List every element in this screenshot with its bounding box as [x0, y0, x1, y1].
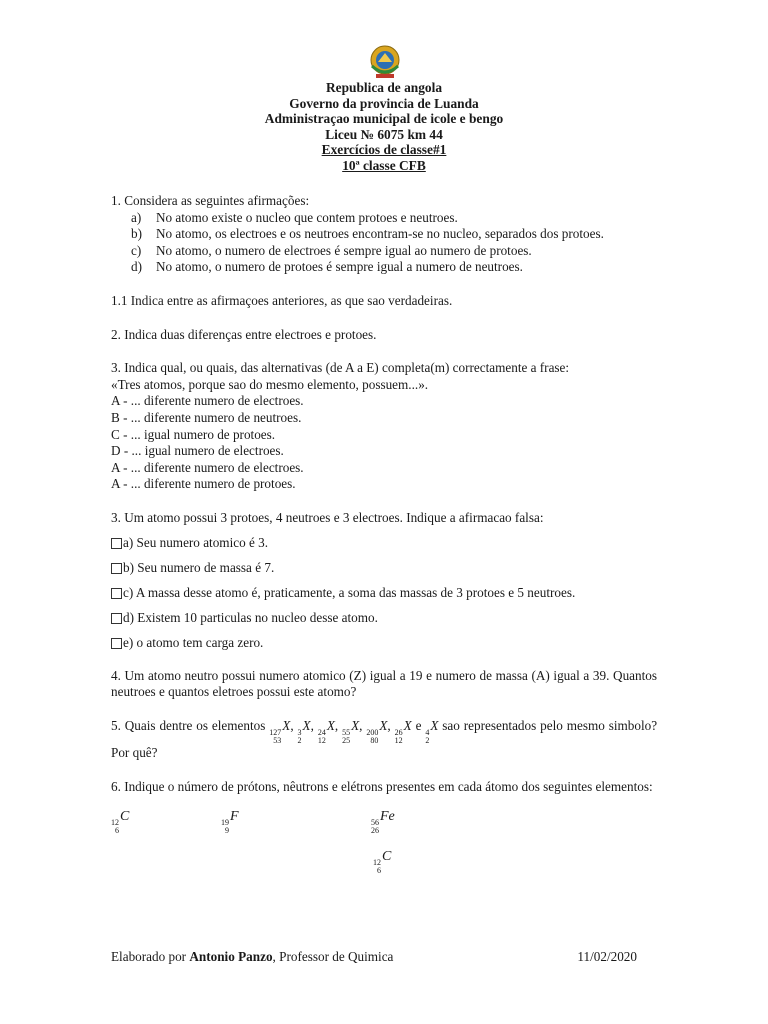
atomic-number: 12 [317, 736, 326, 745]
atomic-number: 12 [394, 736, 403, 745]
option-text: c) A massa desse atomo é, praticamente, a soma das massas de 3 protoes e 5 neutroes. [123, 584, 576, 600]
mass-number: 55 [342, 728, 351, 737]
isotope-notation [298, 718, 311, 745]
header-line: Governo da provincia de Luanda [289, 95, 479, 111]
mass-number: 12 [111, 818, 119, 828]
list-item: B - ... diferente numero de neutroes. [111, 409, 302, 425]
checkbox-icon[interactable] [111, 563, 122, 574]
checkbox-icon[interactable] [111, 538, 122, 549]
isotope-notation [111, 809, 129, 835]
document-date: 11/02/2020 [577, 949, 637, 964]
separator: e [411, 718, 426, 733]
checkbox-icon[interactable] [111, 613, 122, 624]
option-text: No atomo, o numero de electroes é sempre igual ao numero de protoes. [156, 242, 532, 258]
document-footer [111, 949, 637, 965]
list-item [111, 226, 657, 243]
atomic-number: 2 [297, 736, 302, 745]
atomic-number: 6 [377, 866, 381, 876]
atomic-number: 53 [273, 736, 282, 745]
question-3b: 3. Um atomo possui 3 protoes, 4 neutroes e 3 electroes. Indique a afirmacao falsa: [111, 509, 544, 525]
atomic-number: 26 [371, 826, 379, 836]
list-item: A - ... diferente numero de electroes. [111, 393, 304, 409]
element-letter: X [430, 718, 439, 733]
atomic-number: 9 [225, 826, 229, 836]
question-1-options [111, 210, 657, 276]
question-4: 4. Um atomo neutro possui numero atomico (Z) igual a 19 e numero de massa (A) igual a 39. Quantos neutroes e quantos eletroes possui este atomo? [111, 667, 657, 700]
element-letter: Fe [380, 809, 395, 825]
checkbox-option[interactable] [111, 635, 657, 652]
isotope-notation [371, 809, 395, 835]
question-1-1: 1.1 Indica entre as afirmaçoes anteriores, as que sao verdadeiras. [111, 292, 453, 308]
list-item [111, 243, 657, 260]
atomic-number: 2 [425, 736, 430, 745]
element-letter: C [382, 849, 392, 865]
header-line: Republica de angola [325, 80, 443, 95]
element-letter: X [302, 718, 311, 733]
mass-number: 56 [371, 818, 379, 828]
element-symbol [373, 849, 391, 875]
document-subtitle: 10ª classe CFB [342, 157, 426, 173]
header-line: Administraçao municipal de icole e bengo [264, 111, 504, 127]
mass-number: 19 [221, 818, 229, 828]
question-3a: 3. Indica qual, ou quais, das alternativas (de A a E) completa(m) correctamente a frase: [111, 360, 570, 376]
isotope-notation [366, 718, 387, 745]
element-letter: X [351, 718, 360, 733]
element-symbol [221, 809, 239, 835]
question-5-tail: sao representados pelo mesmo simbolo? Por quê? [111, 718, 658, 760]
list-item [111, 259, 657, 276]
isotope-notation [373, 849, 391, 875]
separator: , [310, 718, 318, 733]
option-label: c) [131, 242, 142, 258]
isotope-notation [425, 718, 438, 745]
question-1: 1. Considera as seguintes afirmações: [111, 193, 310, 208]
option-text: No atomo, o numero de protoes é sempre igual a numero de neutroes. [156, 259, 523, 275]
checkbox-icon[interactable] [111, 638, 122, 649]
separator: , [359, 718, 367, 733]
checkbox-option[interactable] [111, 610, 657, 627]
header-line: Liceu № 6075 km 44 [325, 126, 443, 142]
element-symbol [371, 809, 395, 835]
separator: , [290, 718, 298, 733]
isotope-notation [269, 718, 290, 745]
angola-emblem-icon [366, 44, 404, 80]
list-item: C - ... igual numero de protoes. [111, 426, 276, 442]
isotope-notation [395, 718, 412, 745]
question-6: 6. Indique o número de prótons, nêutrons e elétrons presentes em cada átomo dos seguintes elementos: [111, 778, 653, 794]
list-item: D - ... igual numero de electroes. [111, 443, 284, 459]
checkbox-option[interactable] [111, 535, 657, 552]
document-header [0, 80, 768, 174]
element-letter: X [326, 718, 335, 733]
element-letter: F [230, 809, 239, 825]
mass-number: 127 [269, 728, 282, 737]
checkbox-option[interactable] [111, 560, 657, 577]
question-5 [111, 718, 657, 762]
isotope-notation [221, 809, 239, 835]
mass-number: 12 [373, 858, 381, 868]
separator: , [334, 718, 343, 733]
element-row [111, 809, 657, 849]
checkbox-icon[interactable] [111, 588, 122, 599]
author-name: Antonio Panzo [189, 949, 273, 964]
mass-number: 4 [425, 728, 430, 737]
author-role: , Professor de Quimica [272, 949, 394, 964]
exercise-content [111, 193, 657, 889]
element-letter: X [282, 718, 291, 733]
separator: , [387, 718, 395, 733]
list-item: A - ... diferente numero de protoes. [111, 476, 296, 492]
option-label: a) [131, 209, 142, 225]
element-row [111, 849, 657, 889]
document-title: Exercícios de classe#1 [321, 142, 447, 158]
isotope-notation [318, 718, 335, 745]
atomic-number: 6 [115, 826, 119, 836]
atomic-number: 80 [370, 736, 379, 745]
option-text: No atomo, os electroes e os neutroes encontram-se no nucleo, separados dos protoes. [156, 226, 604, 242]
footer-prefix: Elaborado por [111, 949, 187, 964]
mass-number: 26 [394, 728, 403, 737]
mass-number: 3 [297, 728, 302, 737]
option-text: No atomo existe o nucleo que contem protoes e neutroes. [156, 209, 458, 225]
question-3a-quote: «Tres atomos, porque sao do mesmo elemento, possuem...». [111, 376, 429, 392]
list-item [111, 210, 657, 227]
isotope-list [269, 718, 439, 745]
question-5-lead: 5. Quais dentre os elementos [111, 718, 266, 733]
isotope-notation [342, 718, 359, 745]
checkbox-option[interactable] [111, 585, 657, 602]
option-text: a) Seu numero atomico é 3. [123, 534, 269, 550]
element-letter: X [403, 718, 412, 733]
mass-number: 200 [366, 728, 379, 737]
element-letter: C [120, 809, 130, 825]
option-text: b) Seu numero de massa é 7. [123, 559, 275, 575]
atomic-number: 25 [342, 736, 351, 745]
list-item: A - ... diferente numero de electroes. [111, 459, 304, 475]
element-symbol [111, 809, 129, 835]
question-2: 2. Indica duas diferenças entre electroes e protoes. [111, 326, 377, 342]
option-label: b) [131, 226, 142, 242]
element-letter: X [379, 718, 388, 733]
option-text: d) Existem 10 particulas no nucleo desse atomo. [123, 609, 378, 625]
mass-number: 24 [317, 728, 326, 737]
option-text: e) o atomo tem carga zero. [123, 634, 264, 650]
option-label: d) [131, 259, 142, 275]
